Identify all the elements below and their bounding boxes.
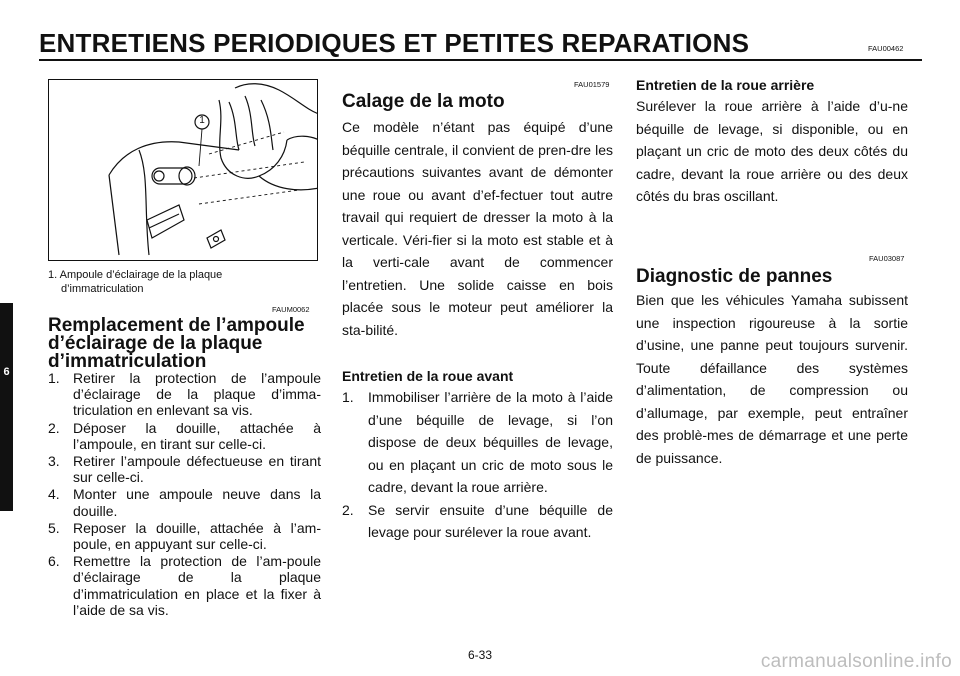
list-item: [342, 499, 613, 544]
license-plate-bulb-illustration: [48, 79, 318, 261]
page-title: ENTRETIENS PERIODIQUES ET PETITES REPARATIONS: [39, 28, 750, 58]
illustration-drawing: [49, 80, 318, 261]
chapter-tab: [0, 303, 13, 511]
step-number: 3.: [48, 453, 60, 470]
chapter-number: 6: [3, 366, 10, 378]
paragraph-rear-wheel: Surélever la roue arrière à l’aide d’u-ne béquille de levage, si disponible, ou en plaçant un cric de moto des deux côtés du cadre, devant la roue arrière ou des deux côtés du bras oscillant.: [636, 98, 908, 204]
list-item: [48, 520, 321, 552]
paragraph-diagnostic: Bien que les véhicules Yamaha subissent une inspection rigoureuse à la sortie d’usine, une panne peut toujours survenir. Toute défaillance des systèmes d’alimentation, de compression ou d’allumage, par exemple, peut entraîner des problè-mes de démarrage et une perte de puissance.: [636, 292, 908, 466]
step-text: Monter une ampoule neuve dans la douille.: [73, 486, 321, 519]
callout-number: 1: [199, 115, 205, 126]
step-text: Retirer la protection de l’ampoule d’éclairage de la plaque d’imma-triculation en enlevant sa vis.: [73, 370, 321, 419]
list-item: [48, 370, 321, 419]
list-item: [48, 486, 321, 518]
section-code-diagnostic: FAU03087: [869, 254, 905, 263]
section-code: FAU00462: [868, 44, 904, 53]
left-heading: [48, 317, 305, 371]
step-text: Reposer la douille, attachée à l’am-poule, en appuyant sur celle-ci.: [73, 519, 321, 553]
paragraph-calage: Ce modèle n’étant pas équipé d’une béquille centrale, il convient de pren-dre les précautions suivantes avant de démonter une roue ou avant d’ef-fectuer tout autre travail qui requiert de dresser la moto à la verticale. Véri-fier si la moto est stable et à la verti-cale avant de commencer l’entretien. Une solide caisse en bois placée sous le moteur peut améliorer la sta-bilité.: [342, 119, 613, 338]
subheading-front-wheel: Entretien de la roue avant: [342, 368, 514, 384]
list-item: [48, 553, 321, 618]
step-text: Remettre la protection de l’am-poule d’éclairage de la plaque d’immatriculation en place et la fixer à l’aide de sa vis.: [73, 553, 321, 618]
caption-line-2: d’immatriculation: [61, 283, 144, 295]
step-number: 2.: [342, 501, 354, 518]
list-item: [48, 453, 321, 485]
title-rule: [39, 59, 922, 61]
watermark: carmanualsonline.info: [760, 651, 952, 672]
list-item: [342, 386, 613, 499]
step-number: 1.: [342, 389, 354, 405]
step-number: 6.: [48, 553, 60, 570]
step-text: Déposer la douille, attachée à l’ampoule, en tirant sur celle-ci.: [73, 419, 321, 452]
bulb-replacement-steps: [48, 370, 321, 618]
page-number: 6-33: [467, 648, 493, 662]
left-heading-line-2: d’éclairage de la plaque: [48, 333, 263, 354]
left-heading-line-3: d’immatriculation: [48, 351, 207, 372]
caption-line-1: 1. Ampoule d’éclairage de la plaque: [48, 269, 223, 281]
step-number: 5.: [48, 519, 60, 536]
step-number: 4.: [48, 486, 60, 503]
heading-diagnostic: Diagnostic de pannes: [636, 266, 833, 287]
heading-calage: Calage de la moto: [342, 91, 505, 112]
figure-code: FAUM0062: [272, 305, 310, 314]
step-text: Immobiliser l’arrière de la moto à l’aide d’une béquille de levage, si l’on dispose de deux béquilles de levage, ou en plaçant un cric de moto sous le cadre, devant la roue arrière.: [368, 389, 613, 495]
step-number: 2.: [48, 419, 60, 436]
step-text: Retirer l’ampoule défectueuse en tirant sur celle-ci.: [73, 453, 321, 486]
section-code-calage: FAU01579: [574, 80, 610, 89]
figure-caption: [48, 268, 318, 296]
left-heading-line-1: Remplacement de l’ampoule: [48, 315, 305, 336]
subheading-rear-wheel: Entretien de la roue arrière: [636, 77, 815, 93]
list-item: [48, 420, 321, 452]
step-text: Se servir ensuite d’une béquille de levage pour surélever la roue avant.: [368, 501, 613, 540]
step-number: 1.: [48, 370, 60, 386]
front-wheel-steps: [342, 386, 613, 544]
